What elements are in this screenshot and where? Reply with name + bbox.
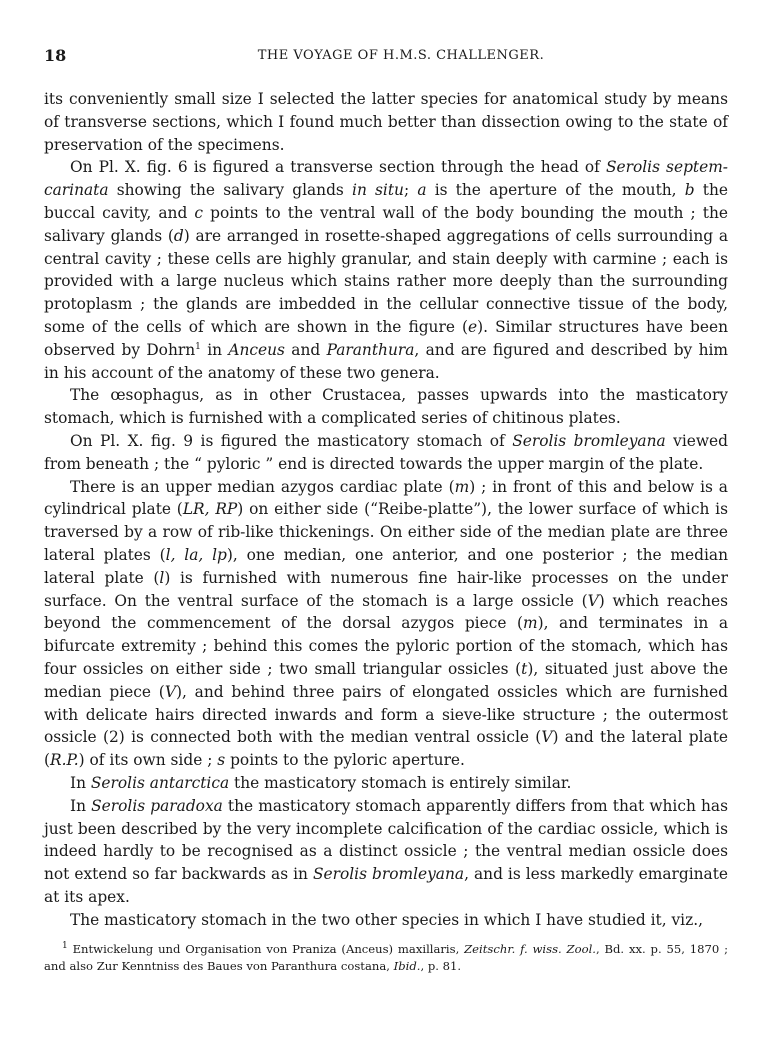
text-run: ), one median, one anterior, and one posterior ; the median lateral plate (: [44, 545, 728, 587]
paragraph: [44, 88, 728, 156]
text-run: In: [70, 796, 92, 815]
italic-text: e: [468, 317, 478, 336]
footnote-marker: 1: [195, 341, 201, 352]
italic-text: Ibid.: [393, 959, 421, 974]
text-run: On Pl. X. fig. 9 is figured the masticatory stomach of: [70, 431, 513, 450]
text-run: ) on either side (“Reibe-platte”), the lower surface of which is traversed by a row of rib-like thickenings. On either side of the median plate are three lateral plates (: [44, 500, 728, 564]
text-run: In: [70, 773, 91, 792]
italic-text: c: [194, 203, 204, 222]
text-run: in: [200, 340, 229, 359]
italic-text: Zeitschr. f. wiss. Zool.: [464, 942, 596, 957]
text-run: points to the pyloric aperture.: [225, 751, 465, 770]
text-run: ), and terminates in a bifurcate extremity ; behind this comes the pyloric portion of the stomach, which has four ossicles on either side ; two small triangular ossicles (: [44, 614, 728, 678]
page-header: [44, 44, 728, 70]
italic-text: R.P.: [50, 751, 79, 770]
italic-text: t: [521, 659, 528, 678]
footnote: [44, 941, 728, 975]
text-run: and: [284, 340, 327, 359]
text-run: , and are figured and described by him in his account of the anatomy of these two genera.: [44, 340, 728, 382]
text-run: ) are arranged in rosette-shaped aggregations of cells surrounding a central cavity ; these cells are highly granular, and stain deeply with carmine ; each is provided with a large nucleus which stains rather more deeply than the surrounding protoplasm ; the glands are imbedded in the cellular connective tissue of the body, some of the cells of which are shown in the figure (: [44, 226, 728, 336]
text-run: ), and behind three pairs of elongated ossicles which are furnished with delicate hairs directed inwards and form a sieve-like structure ; the outermost ossicle (2) is connected both with the median ventral ossicle (: [44, 682, 728, 747]
text-run: ) and the lateral plate (: [44, 728, 728, 770]
paragraph: [44, 156, 728, 384]
italic-text: Anceus: [228, 340, 285, 359]
italic-text: l, la, lp: [165, 545, 227, 564]
paragraph: [44, 430, 728, 476]
text-run: ). Similar structures have been observed by Dohrn: [44, 317, 728, 359]
italic-text: Serolis septem-carinata: [44, 158, 729, 200]
italic-text: Serolis bromleyana: [512, 431, 666, 450]
italic-text: Serolis bromleyana: [312, 865, 465, 884]
text-run: The œsophagus, as in other Crustacea, passes upwards into the masticatory stomach, which is furnished with a complicated series of chitinous plates.: [44, 386, 728, 428]
text-run: , and is less markedly emarginate at its apex.: [44, 865, 729, 906]
text-run: its conveniently small size I selected the latter species for anatomical study by means of transverse sections, which I found much better than dissection owing to the state of preservation of the specimens.: [44, 90, 728, 154]
text-run: ;: [403, 181, 418, 200]
body-text: [44, 88, 728, 931]
paragraph: [44, 476, 728, 772]
text-run: is the aperture of the mouth,: [426, 181, 685, 200]
italic-text: b: [684, 181, 695, 200]
paragraph: [44, 909, 728, 932]
paragraph: [44, 384, 728, 430]
italic-text: LR, RP: [182, 500, 238, 519]
text-run: viewed from beneath ; the “ pyloric ” end is directed towards the upper margin of the plate.: [44, 431, 728, 473]
text-run: the buccal cavity, and: [44, 181, 729, 222]
running-title: THE VOYAGE OF H.M.S. CHALLENGER.: [257, 48, 545, 63]
text-run: ), situated just above the median piece (: [44, 659, 728, 701]
italic-text: V: [164, 682, 176, 701]
footnote-marker: 1: [62, 941, 68, 952]
italic-text: s: [217, 751, 226, 770]
text-run: the masticatory stomach apparently differs from that which has just been described by the very incomplete calcification of the cardiac ossicle, which is indeed hardly to be recognised as a distinct ossicle ; the ventral median ossicle does not extend so far backwards as in: [44, 796, 728, 884]
text-run: ) ; in front of this and below is a cylindrical plate (: [44, 477, 728, 519]
text-run: There is an upper median azygos cardiac plate (: [70, 477, 455, 496]
text-run: ) which reaches beyond the commencement of the dorsal azygos piece (: [44, 591, 728, 633]
italic-text: l: [159, 568, 165, 587]
text-run: On Pl. X. fig. 6 is figured a transverse section through the head of: [70, 158, 606, 177]
document-page: [44, 44, 728, 975]
text-run: ) is furnished with numerous fine hair-like processes on the under surface. On the ventral surface of the stomach is a large ossicle (: [44, 568, 728, 610]
text-run: , p. 81.: [420, 959, 462, 974]
italic-text: in situ: [352, 181, 404, 200]
text-run: Entwickelung und Organisation von Praniza (Anceus) maxillaris,: [67, 942, 465, 957]
italic-text: Serolis paradoxa: [91, 796, 223, 815]
text-run: ) of its own side ;: [78, 751, 218, 770]
text-run: showing the salivary glands: [108, 181, 353, 200]
italic-text: Paranthura: [326, 340, 415, 359]
text-run: The masticatory stomach in the two other species in which I have studied it, viz.,: [70, 910, 703, 929]
italic-text: Serolis antarctica: [90, 773, 230, 792]
italic-text: d: [173, 226, 184, 245]
text-run: the masticatory stomach is entirely similar.: [229, 773, 572, 792]
text-run: points to the ventral wall of the body bounding the mouth ; the salivary glands (: [44, 203, 728, 245]
italic-text: m: [522, 614, 538, 633]
page-number: 18: [44, 46, 67, 65]
paragraph: [44, 772, 728, 795]
text-run: , Bd. xx. p. 55, 1870 ; and also Zur Kenntniss des Baues von Paranthura costana,: [44, 942, 728, 974]
italic-text: V: [541, 728, 553, 747]
paragraph: [44, 795, 728, 909]
italic-text: V: [587, 591, 599, 610]
footnotes: [44, 941, 728, 975]
italic-text: a: [417, 181, 427, 200]
italic-text: m: [454, 477, 470, 496]
